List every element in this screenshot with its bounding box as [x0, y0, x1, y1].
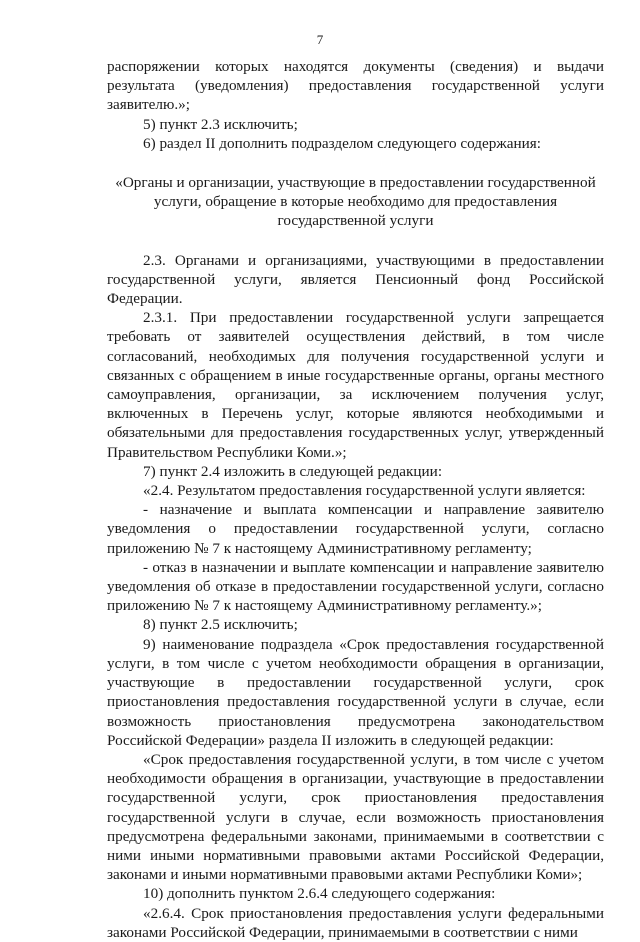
- paragraph-2-4: «2.4. Результатом предоставления государственной услуги является:: [143, 482, 586, 500]
- paragraph-item-10: 10) дополнить пунктом 2.6.4 следующего содержания:: [143, 885, 496, 903]
- subsection-heading: «Органы и организации, участвующие в предоставлении государственной услуги, обращение в которые необходимо для предоставления государственной услуги: [115, 174, 596, 230]
- paragraph-2-3: 2.3. Органами и организациями, участвующими в предоставлении государственной услуги, является Пенсионный фонд Российской Федерации.: [107, 251, 604, 308]
- paragraph-item-8: 8) пункт 2.5 исключить;: [143, 616, 298, 634]
- paragraph-dash-1: - назначение и выплата компенсации и направление заявителю уведомления о предоставлении государственной услуги, согласно приложению № 7 к настоящему Административному регламенту;: [107, 501, 604, 557]
- paragraph-item-7: 7) пункт 2.4 изложить в следующей редакции:: [143, 462, 443, 480]
- paragraph-item-9: 9) наименование подраздела «Срок предоставления государственной услуги, в том числе с учетом необходимости обращения в организации, участвующие в предоставлении государственной услуги, срок приостановления предоставления государственной услуги в случае, если возможность приостановления предусмотрена законодательством Российской Федерации» раздела II изложить в следующей редакции:: [107, 635, 604, 749]
- paragraph-dash-2: - отказ в назначении и выплате компенсации и направление заявителю уведомления об отказе в предоставлении государственной услуги, согласно приложению № 7 к настоящему Административному регламенту.»;: [107, 558, 604, 615]
- paragraph-2-6-4: «2.6.4. Срок приостановления предоставления услуги федеральными законами Российской Федерации, принимаемыми в соответствии с ними: [107, 904, 604, 941]
- paragraph-2-3-1: 2.3.1. При предоставлении государственной услуги запрещается требовать от заявителей осуществления действий, в том числе согласований, необходимых для получения государственной услуги и связанных с обращением в иные государственные органы, органы местного самоуправления, организации, за исключением получения услуг, включенных в Перечень услуг, которые являются необходимыми и обязательными для предоставления государственных услуг, утвержденный Правительством Республики Коми.»;: [107, 309, 604, 461]
- paragraph-new-title: «Срок предоставления государственной услуги, в том числе с учетом необходимости обращения в организации, участвующие в предоставлении государственной услуги, срок приостановления предоставления государственной услуги в случае, если возможность приостановления предусмотрена федеральными законами, принимаемыми в соответствии с ними иными нормативными правовыми актами Российской Федерации, законами и иными нормативными правовыми актами Республики Коми»;: [107, 750, 604, 884]
- page-number: 7: [316, 32, 324, 47]
- paragraph-item-5: 5) пункт 2.3 исключить;: [143, 115, 298, 133]
- document-body: [107, 57, 604, 942]
- paragraph-item-6: 6) раздел II дополнить подразделом следующего содержания:: [143, 134, 541, 152]
- paragraph-continuation: распоряжении которых находятся документы (сведения) и выдачи результата (уведомления) предоставления государственной услуги заявителю.»;: [107, 58, 604, 114]
